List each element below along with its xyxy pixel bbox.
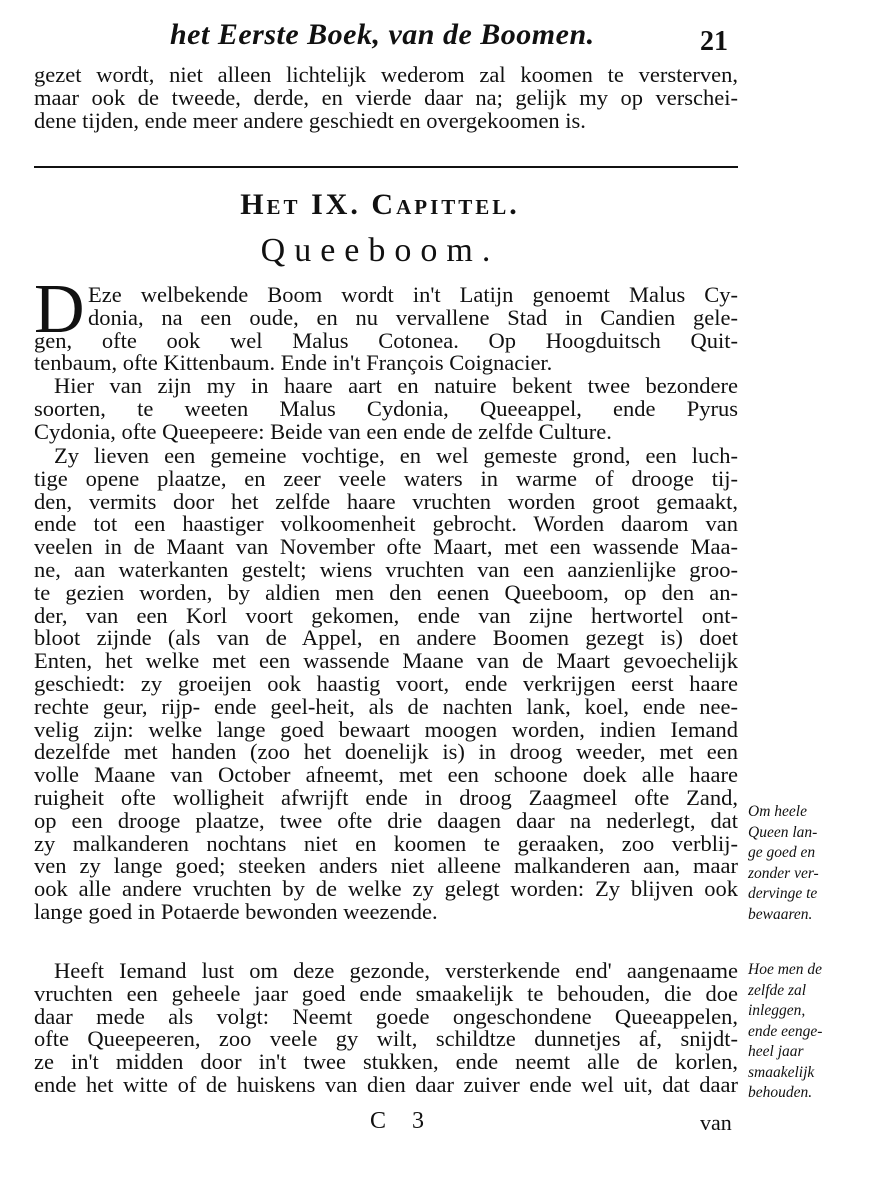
text-line: te gezien worden, by aldien men den eenen Queeboom, op den an-: [34, 579, 738, 605]
marginal-note-preserving: [748, 960, 858, 1104]
margin-line: ende eenge-: [748, 1022, 823, 1040]
marginal-note-storage: [748, 802, 858, 925]
text-line: gezet wordt, niet alleen lichtelijk wederom zal koomen te versterven,: [34, 62, 738, 87]
text-line: dezelfde met handen (zoo het doenelijk is) in droog weeder, met een: [34, 739, 738, 765]
chapter-heading: Het IX. Capittel.: [240, 188, 520, 221]
text-line: vruchten een geheele jaar goed ende smaakelijk te behouden, die doe: [34, 980, 738, 1006]
text-line: ofte Queepeeren, zoo veele gy wilt, schildtze dunnetjes af, snijdt-: [34, 1026, 738, 1052]
text-line: den, vermits door het zelfde haare vruchten worden groot gemaakt,: [34, 488, 738, 514]
text-line: ende tot een haastiger volkoomenheit gebrocht. Worden daarom van: [34, 511, 738, 537]
text-line: veelen in de Maant van November ofte Maart, met een wassende Maa-: [34, 534, 738, 560]
margin-line: heel jaar: [748, 1043, 804, 1060]
text-line: volle Maane van October afneemt, met een schoone doek alle haare: [34, 762, 738, 788]
text-line: Enten, het welke met een wassende Maane van de Maart gevoechelijk: [34, 648, 738, 674]
text-line: zy malkanderen nochtans niet en koomen te geraaken, zoo verblij-: [34, 830, 738, 856]
margin-line: inleggen,: [748, 1002, 806, 1019]
margin-line: Queen lan-: [748, 823, 818, 841]
text-line: donia, na een oude, en nu vervallene Stad in Candien gele-: [88, 304, 738, 330]
text-line: ven zy lange goed; steeken anders niet alleene malkanderen aan, maar: [34, 853, 738, 879]
text-line: daar mede als volgt: Neemt goede ongeschondene Queeappelen,: [34, 1003, 738, 1029]
text-line: velig zijn: welke lange goed bewaart moogen worden, indien Iemand: [34, 716, 738, 742]
text-line: bloot zijnde (als van de Appel, en andere Boomen gezegt is) doet: [34, 625, 738, 651]
paragraph-preservation: [34, 960, 738, 1097]
chapter-subheading: Queeboom.: [260, 232, 500, 269]
margin-line: Hoe men de: [748, 961, 823, 978]
paragraph-varieties: [34, 375, 738, 443]
text-line: dene tijden, ende meer andere geschiedt en overgekoomen is.: [34, 107, 586, 133]
margin-line: smaakelijk: [748, 1063, 815, 1081]
text-line: tenbaum, ofte Kittenbaum. Ende in't François Coignacier.: [34, 350, 553, 376]
text-line: lange goed in Potaerde bewonden weezende.: [34, 898, 438, 924]
section-divider: [34, 166, 738, 168]
text-line: Cydonia, ofte Queepeere: Beide van een ende de zelfde Culture.: [34, 418, 612, 444]
running-title: het Eerste Boek, van de Boomen.: [170, 18, 595, 51]
page-number: 21: [700, 26, 728, 57]
text-line: Heeft Iemand lust om deze gezonde, versterkende end' aangenaame: [54, 958, 738, 983]
paragraph-intro-names: [34, 284, 738, 375]
margin-line: behouden.: [748, 1084, 813, 1101]
margin-line: zelfde zal: [748, 981, 807, 999]
text-line: tige opene plaatze, en zeer veele waters in warme of drooge tij-: [34, 465, 738, 491]
text-line: der, van een Korl voort gekomen, ende van zijne hertwortel ont-: [34, 602, 738, 628]
text-line: Zy lieven een gemeine vochtige, en wel gemeste grond, een luch-: [54, 443, 738, 468]
text-line: geschiedt: zy groeijen ook haastig voort, ende verkrijgen eerst haare: [34, 670, 738, 696]
text-line: gen, ofte ook wel Malus Cotonea. Op Hoogduitsch Quit-: [34, 327, 738, 353]
margin-line: dervinge te: [748, 885, 818, 902]
signature-mark: C 3: [370, 1108, 435, 1134]
text-line: ook alle andere vruchten by de welke zy gelegt worden: Zy blijven ook: [34, 876, 738, 902]
text-line: op een drooge plaatze, twee ofte drie daagen daar na nederlegt, dat: [34, 807, 738, 833]
margin-line: zonder ver-: [748, 864, 819, 882]
text-line: ne, aan waterkanten gestelt; wiens vruchten van een aanzienlijke groo-: [34, 556, 738, 582]
text-line: Hier van zijn my in haare aart en natuire bekent twee bezondere: [54, 373, 738, 398]
text-line: Eze welbekende Boom wordt in't Latijn genoemt Malus Cy-: [88, 282, 738, 307]
catchword: van: [700, 1110, 732, 1135]
text-line: ende het witte of de huiskens van dien daar zuiver ende wel uit, dat daar: [34, 1071, 738, 1097]
text-line: ze in't midden door in't twee stukken, ende neemt alle de korlen,: [34, 1049, 738, 1075]
paragraph-cultivation: [34, 445, 738, 924]
text-line: maar ook de tweede, derde, en vierde daar na; gelijk my op verschei-: [34, 84, 738, 110]
drop-cap-initial: D: [34, 271, 85, 348]
text-line: ruigheit ofte wolligheit afwrijft ende in droog Zaagmeel ofte Zand,: [34, 784, 738, 810]
text-line: soorten, te weeten Malus Cydonia, Queeappel, ende Pyrus: [34, 395, 738, 421]
text-line: rechte geur, rijp- ende geel-heit, als de nachten lank, koel, ende nee-: [34, 693, 738, 719]
margin-line: bewaaren.: [748, 905, 813, 923]
margin-line: Om heele: [748, 803, 807, 820]
intro-paragraph: [34, 64, 738, 132]
margin-line: ge goed en: [748, 844, 816, 861]
